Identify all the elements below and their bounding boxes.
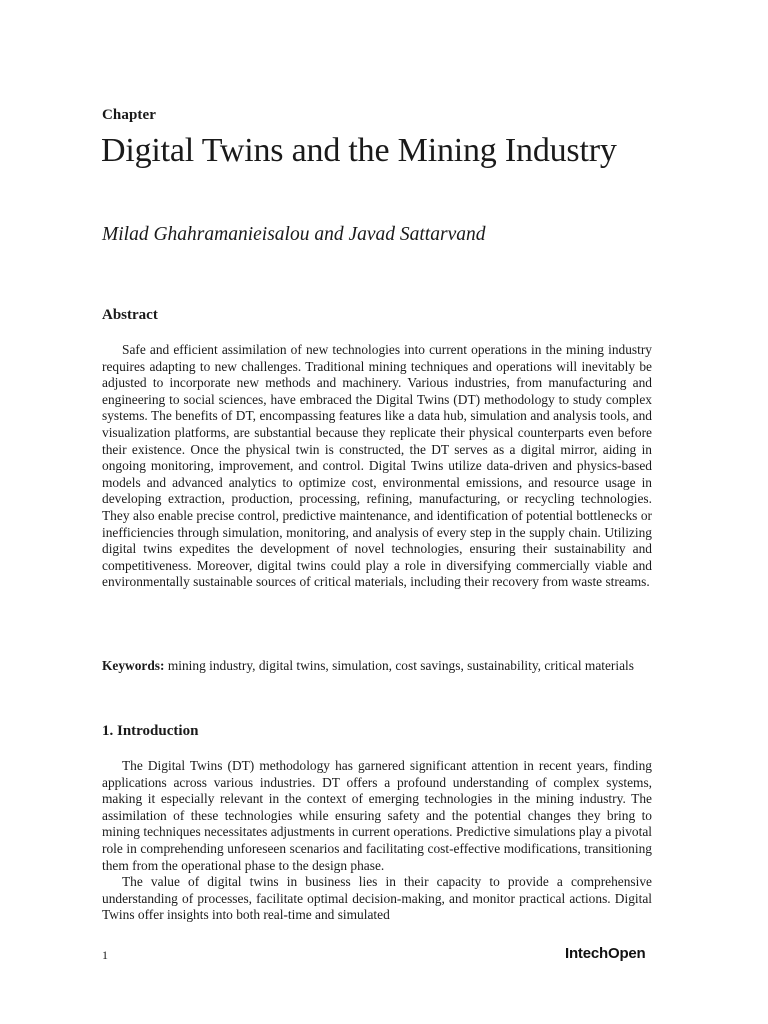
keywords-label: Keywords:	[102, 658, 165, 673]
publisher-logo: IntechOpen	[565, 945, 646, 962]
keywords	[102, 658, 652, 675]
introduction-heading: 1. Introduction	[102, 723, 199, 739]
page-number: 1	[102, 948, 108, 962]
abstract-text	[102, 342, 652, 591]
chapter-label: Chapter	[102, 107, 157, 123]
introduction-paragraph-1: The Digital Twins (DT) methodology has garnered significant attention in recent years, finding applications across various industries. DT offers a profound understanding of complex systems, making it especially relevant in the context of emerging technologies in the mining industry. The assimilation of these technologies while ensuring safety and the potential changes they bring to mining techniques necessitates adjustments in current operations. Predictive simulations play a pivotal role in comprehending unforeseen scenarios and facilitating cost-effective modifications, transitioning them from the operational phase to the design phase.	[102, 758, 652, 873]
abstract-heading: Abstract	[102, 307, 158, 323]
introduction-paragraph-2: The value of digital twins in business lies in their capacity to provide a comprehensive understanding of processes, facilitate optimal decision-making, and monitor practical actions. Digital Twins offer insights into both real-time and simulated	[102, 874, 652, 923]
chapter-title: Digital Twins and the Mining Industry	[101, 132, 617, 169]
authors: Milad Ghahramanieisalou and Javad Sattarvand	[102, 224, 486, 245]
keywords-list: mining industry, digital twins, simulation, cost savings, sustainability, critical materials	[167, 658, 634, 673]
introduction-text	[102, 758, 652, 924]
abstract-paragraph: Safe and efficient assimilation of new technologies into current operations in the mining industry requires adapting to new challenges. Traditional mining techniques and operations will inevitably be adjusted to incorporate new methods and machinery. Various industries, from manufacturing and engineering to social sciences, have embraced the Digital Twins (DT) methodology to study complex systems. The benefits of DT, encompassing features like a data hub, simulation and analysis tools, and visualization platforms, are substantial because they replicate their physical counterparts even before their existence. Once the physical twin is constructed, the DT serves as a digital mirror, aiding in ongoing monitoring, improvement, and control. Digital Twins utilize data-driven and physics-based models and advanced analytics to optimize cost, environmental emissions, and resource usage in developing extraction, production, processing, refining, manufacturing, or recycling technologies. They also enable precise control, predictive maintenance, and identification of potential bottlenecks or inefficiencies through simulation, monitoring, and analysis of every step in the supply chain. Utilizing digital twins expedites the development of novel technologies, ensuring their sustainability and competitiveness. Moreover, digital twins could play a role in diversifying commercially viable and environmentally sustainable sources of critical materials, including their recovery from waste streams.	[102, 342, 652, 590]
